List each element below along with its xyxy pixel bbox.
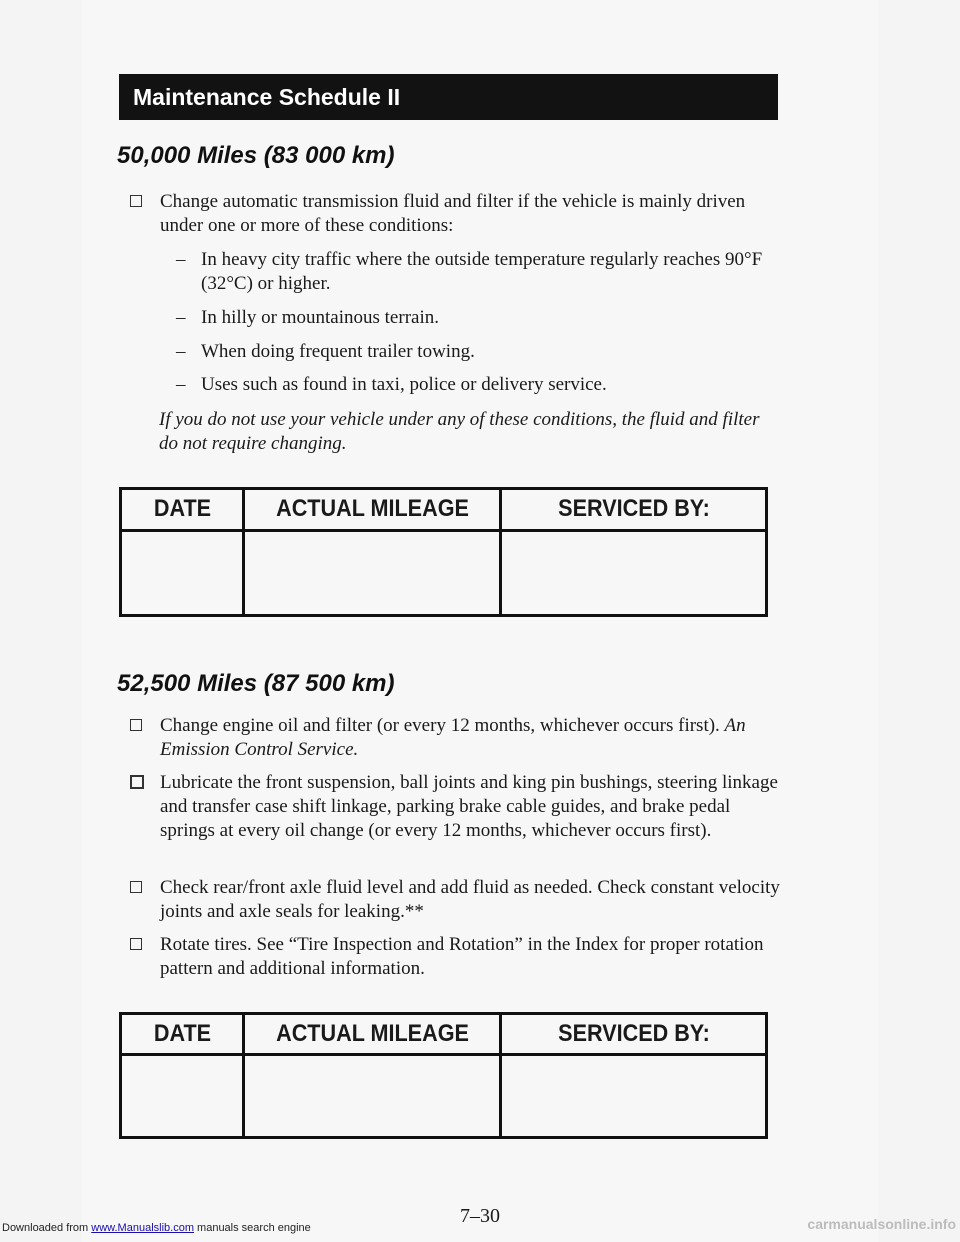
col-actual-mileage: ACTUAL MILEAGE bbox=[256, 489, 487, 531]
dash: – bbox=[176, 249, 186, 270]
manualslib-link[interactable]: www.Manualslib.com bbox=[91, 1222, 194, 1234]
dash: – bbox=[176, 374, 186, 395]
checklist-item bbox=[130, 190, 780, 238]
condition-item bbox=[176, 373, 776, 397]
date-cell[interactable] bbox=[121, 1055, 244, 1138]
item-text: Lubricate the front suspension, ball joints and king pin bushings, steering linkage and transfer case shift linkage, parking brake cable guides, and brake pedal springs at every oil change (or every 12 months, whichever occurs first). bbox=[160, 772, 778, 841]
item-text: Change automatic transmission fluid and filter if the vehicle is mainly driven under one or more of these conditions: bbox=[160, 191, 746, 236]
item-text: Rotate tires. See “Tire Inspection and Rotation” in the Index for proper rotation pattern and additional information. bbox=[160, 934, 764, 979]
watermark: carmanualsonline.info bbox=[807, 1216, 956, 1232]
serviced-by-cell[interactable] bbox=[501, 530, 767, 615]
section-header-bar bbox=[119, 74, 778, 120]
header-title: Maintenance Schedule II bbox=[133, 83, 401, 110]
item-text-main: Change engine oil and filter (or every 12 months, whichever occurs first). bbox=[160, 715, 720, 736]
mileage-cell[interactable] bbox=[244, 530, 501, 615]
checklist-item bbox=[130, 933, 780, 981]
col-date: DATE bbox=[127, 489, 238, 531]
dash: – bbox=[176, 341, 186, 362]
mileage-heading-50000: 50,000 Miles (83 000 km) bbox=[117, 142, 395, 169]
service-log-table bbox=[119, 1012, 768, 1139]
mileage-cell[interactable] bbox=[244, 1055, 501, 1138]
service-log-table bbox=[119, 487, 768, 617]
condition-text: When doing frequent trailer towing. bbox=[201, 341, 475, 362]
condition-text: Uses such as found in taxi, police or delivery service. bbox=[201, 374, 607, 395]
page-number: 7–30 bbox=[460, 1205, 500, 1227]
download-footer bbox=[2, 1222, 311, 1234]
footer-suffix: manuals search engine bbox=[193, 1222, 311, 1234]
checkbox[interactable] bbox=[130, 195, 142, 207]
col-serviced-by: SERVICED BY: bbox=[514, 1014, 753, 1055]
col-date: DATE bbox=[127, 1014, 238, 1055]
checkbox[interactable] bbox=[130, 775, 144, 789]
checkbox[interactable] bbox=[130, 719, 142, 731]
mileage-heading-52500: 52,500 Miles (87 500 km) bbox=[117, 670, 395, 697]
dash: – bbox=[176, 307, 186, 328]
date-cell[interactable] bbox=[121, 530, 244, 615]
serviced-by-cell[interactable] bbox=[501, 1055, 767, 1138]
condition-item bbox=[176, 340, 776, 364]
checklist-item bbox=[130, 771, 780, 843]
checklist-item bbox=[130, 714, 780, 762]
item-text bbox=[160, 714, 780, 762]
condition-text: In heavy city traffic where the outside temperature regularly reaches 90°F (32°C) or higher. bbox=[201, 249, 763, 294]
condition-text: In hilly or mountainous terrain. bbox=[201, 307, 439, 328]
col-actual-mileage: ACTUAL MILEAGE bbox=[256, 1014, 487, 1055]
checklist-item bbox=[130, 876, 780, 924]
condition-item bbox=[176, 306, 776, 330]
emission-control-note: An Emission Control Service. bbox=[160, 715, 746, 760]
col-serviced-by: SERVICED BY: bbox=[514, 489, 753, 531]
checkbox[interactable] bbox=[130, 938, 142, 950]
footer-prefix: Downloaded from bbox=[2, 1222, 92, 1234]
conditions-note: If you do not use your vehicle under any of these conditions, the fluid and filter do not require changing. bbox=[159, 409, 760, 454]
condition-item bbox=[176, 248, 776, 296]
item-text: Check rear/front axle fluid level and add fluid as needed. Check constant velocity joints and axle seals for leaking.** bbox=[160, 877, 780, 922]
checkbox[interactable] bbox=[130, 881, 142, 893]
